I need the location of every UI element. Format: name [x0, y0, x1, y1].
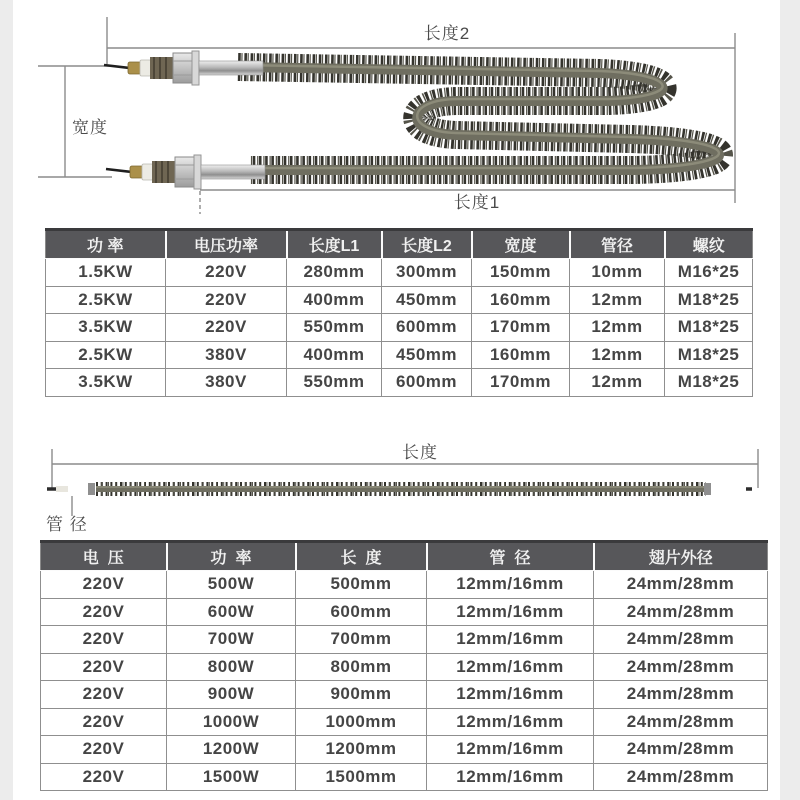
table-cell: 12mm	[570, 341, 665, 369]
table-row	[41, 626, 768, 654]
table-cell: M18*25	[665, 369, 753, 397]
table-cell: 300mm	[382, 259, 472, 287]
table-row	[41, 708, 768, 736]
table-row	[41, 653, 768, 681]
table-cell: 1200mm	[296, 736, 427, 764]
table-cell: 10mm	[570, 259, 665, 287]
column-header: 螺纹	[665, 230, 753, 259]
width-dimension-label: 宽度	[72, 118, 108, 137]
table-row	[41, 763, 768, 791]
length2-dimension-label: 长度2	[423, 24, 471, 43]
table-cell: M18*25	[665, 314, 753, 342]
table-cell: 220V	[41, 571, 167, 599]
table-cell: 500mm	[296, 571, 427, 599]
table-cell: 12mm/16mm	[427, 708, 594, 736]
table-cell: 600mm	[296, 598, 427, 626]
table-cell: 1.5KW	[46, 259, 166, 287]
table-cell: 450mm	[382, 341, 472, 369]
table-cell: 1000W	[167, 708, 296, 736]
table-cell: M18*25	[665, 341, 753, 369]
table-cell: 800mm	[296, 653, 427, 681]
table-cell: 24mm/28mm	[594, 763, 768, 791]
table-cell: 800W	[167, 653, 296, 681]
length-dimension-label: 长度	[402, 443, 438, 462]
table-cell: 24mm/28mm	[594, 653, 768, 681]
column-header: 管 径	[427, 542, 594, 571]
table-cell: 220V	[41, 598, 167, 626]
table-cell: 170mm	[472, 314, 570, 342]
table-row	[46, 259, 753, 287]
table-cell: 12mm	[570, 314, 665, 342]
table-cell: 1500W	[167, 763, 296, 791]
table-cell: 900mm	[296, 681, 427, 709]
table-cell: 500W	[167, 571, 296, 599]
table-cell: 12mm/16mm	[427, 681, 594, 709]
table-cell: 12mm/16mm	[427, 736, 594, 764]
column-header: 长 度	[296, 542, 427, 571]
table-cell: 150mm	[472, 259, 570, 287]
header-row	[46, 230, 753, 259]
table-cell: 160mm	[472, 286, 570, 314]
table-cell: 600mm	[382, 369, 472, 397]
table-cell: 12mm	[570, 286, 665, 314]
table-cell: 220V	[166, 259, 287, 287]
table-cell: 24mm/28mm	[594, 708, 768, 736]
table-row	[46, 286, 753, 314]
table-cell: 24mm/28mm	[594, 571, 768, 599]
table-cell: 220V	[166, 286, 287, 314]
straight-finned-tube	[47, 483, 752, 495]
table-row	[41, 571, 768, 599]
table-cell: 600mm	[382, 314, 472, 342]
straight-element-spec-table	[40, 540, 768, 791]
column-header: 功 率	[46, 230, 166, 259]
column-header: 宽度	[472, 230, 570, 259]
table-cell: 600W	[167, 598, 296, 626]
table-cell: 170mm	[472, 369, 570, 397]
table-cell: 1200W	[167, 736, 296, 764]
table-row	[46, 341, 753, 369]
table-cell: 700W	[167, 626, 296, 654]
column-header: 管径	[570, 230, 665, 259]
table-row	[46, 314, 753, 342]
table-cell: 220V	[41, 708, 167, 736]
table-row	[41, 598, 768, 626]
table-cell: 24mm/28mm	[594, 681, 768, 709]
table-cell: 550mm	[287, 314, 382, 342]
table-cell: 3.5KW	[46, 369, 166, 397]
table-cell: 220V	[41, 763, 167, 791]
table-cell: 220V	[41, 626, 167, 654]
column-header: 翅片外径	[594, 542, 768, 571]
table-cell: 12mm/16mm	[427, 598, 594, 626]
column-header: 电 压	[41, 542, 167, 571]
column-header: 功 率	[167, 542, 296, 571]
tube-diameter-label: 管 径	[46, 515, 88, 534]
dimension-lines	[38, 17, 735, 214]
table-row	[46, 369, 753, 397]
table-cell: 12mm/16mm	[427, 763, 594, 791]
table-cell: 220V	[41, 653, 167, 681]
table-cell: 380V	[166, 369, 287, 397]
table-cell: 24mm/28mm	[594, 626, 768, 654]
table-cell: 550mm	[287, 369, 382, 397]
column-header: 长度L1	[287, 230, 382, 259]
u-element-spec-table	[45, 228, 753, 397]
column-header: 电压功率	[166, 230, 287, 259]
table-cell: 1500mm	[296, 763, 427, 791]
table-cell: M16*25	[665, 259, 753, 287]
column-header: 长度L2	[382, 230, 472, 259]
table-cell: 400mm	[287, 286, 382, 314]
finned-serpentine-tube	[238, 65, 719, 170]
table-cell: 12mm/16mm	[427, 571, 594, 599]
table-cell: 2.5KW	[46, 341, 166, 369]
u-element-diagram	[0, 0, 800, 230]
table-cell: 380V	[166, 341, 287, 369]
table-cell: M18*25	[665, 286, 753, 314]
header-row	[41, 542, 768, 571]
table-cell: 160mm	[472, 341, 570, 369]
table-cell: 700mm	[296, 626, 427, 654]
table-cell: 280mm	[287, 259, 382, 287]
table-cell: 220V	[41, 736, 167, 764]
length1-dimension-label: 长度1	[453, 193, 501, 212]
table-cell: 12mm	[570, 369, 665, 397]
table-cell: 900W	[167, 681, 296, 709]
table-cell: 2.5KW	[46, 286, 166, 314]
table-row	[41, 736, 768, 764]
table-cell: 12mm/16mm	[427, 653, 594, 681]
table-cell: 3.5KW	[46, 314, 166, 342]
lower-terminal	[106, 155, 265, 189]
table-cell: 24mm/28mm	[594, 598, 768, 626]
table-cell: 400mm	[287, 341, 382, 369]
table-cell: 220V	[41, 681, 167, 709]
table-cell: 220V	[166, 314, 287, 342]
table-cell: 24mm/28mm	[594, 736, 768, 764]
table-cell: 1000mm	[296, 708, 427, 736]
table-cell: 450mm	[382, 286, 472, 314]
table-cell: 12mm/16mm	[427, 626, 594, 654]
table-row	[41, 681, 768, 709]
